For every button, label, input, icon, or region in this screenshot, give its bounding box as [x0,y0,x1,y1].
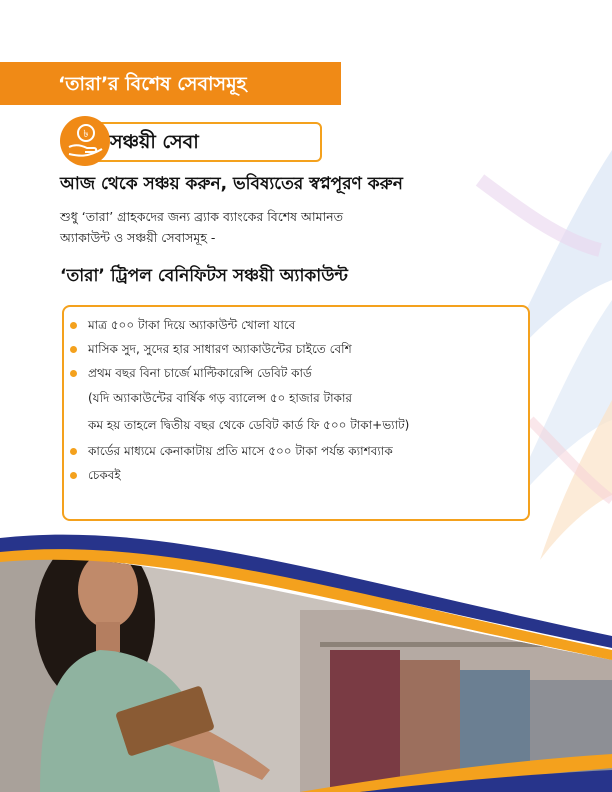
tagline: আজ থেকে সঞ্চয় করুন, ভবিষ্যতের স্বপ্নপূরণ করুন [60,174,403,194]
svg-text:৳: ৳ [83,129,89,140]
list-item: চেকবই [70,463,520,487]
list-item-continuation: কম হয় তাহলে দ্বিতীয় বছর থেকে ডেবিট কার্ড ফি ৫০০ টাকা+ভ্যাট) [88,418,410,432]
list-item-continuation: (যদি অ্যাকাউন্টের বার্ষিক গড় ব্যালেন্স ৫০ হাজার টাকার [88,391,353,405]
list-item: প্রথম বছর বিনা চার্জে মাল্টিকারেন্সি ডেবিট কার্ড [70,361,520,385]
bullet-icon [70,322,77,329]
bullet-icon [70,346,77,353]
list-item: মাত্র ৫০০ টাকা দিয়ে অ্যাকাউন্ট খোলা যাবে [70,313,520,337]
service-label: সঞ্চয়ী সেবা [110,131,199,153]
page-title: ‘তারা’র বিশেষ সেবাসমূহ [58,73,247,95]
intro-text [60,206,460,248]
bullet-icon [70,472,77,479]
coin-in-hand-icon [60,116,110,166]
benefits-list [70,313,520,487]
list-item: মাসিক সুদ, সুদের হার সাধারণ অ্যাকাউন্টের চাইতে বেশি [70,337,520,361]
woman-with-tablet-photo [0,510,612,792]
intro-line: শুধু ‘তারা’ গ্রাহকদের জন্য ব্র্যাক ব্যাংকের বিশেষ আমানত [60,209,344,224]
bullet-icon [70,448,77,455]
list-item: কার্ডের মাধ্যমে কেনাকাটায় প্রতি মাসে ৫০০ টাকা পর্যন্ত ক্যাশব্যাক [70,439,520,463]
bullet-icon [70,370,77,377]
account-title: ‘তারা’ ট্রিপল বেনিফিটস সঞ্চয়ী অ্যাকাউন্ট [60,266,348,286]
intro-line: অ্যাকাউন্ট ও সঞ্চয়ী সেবাসমূহ - [60,230,216,245]
